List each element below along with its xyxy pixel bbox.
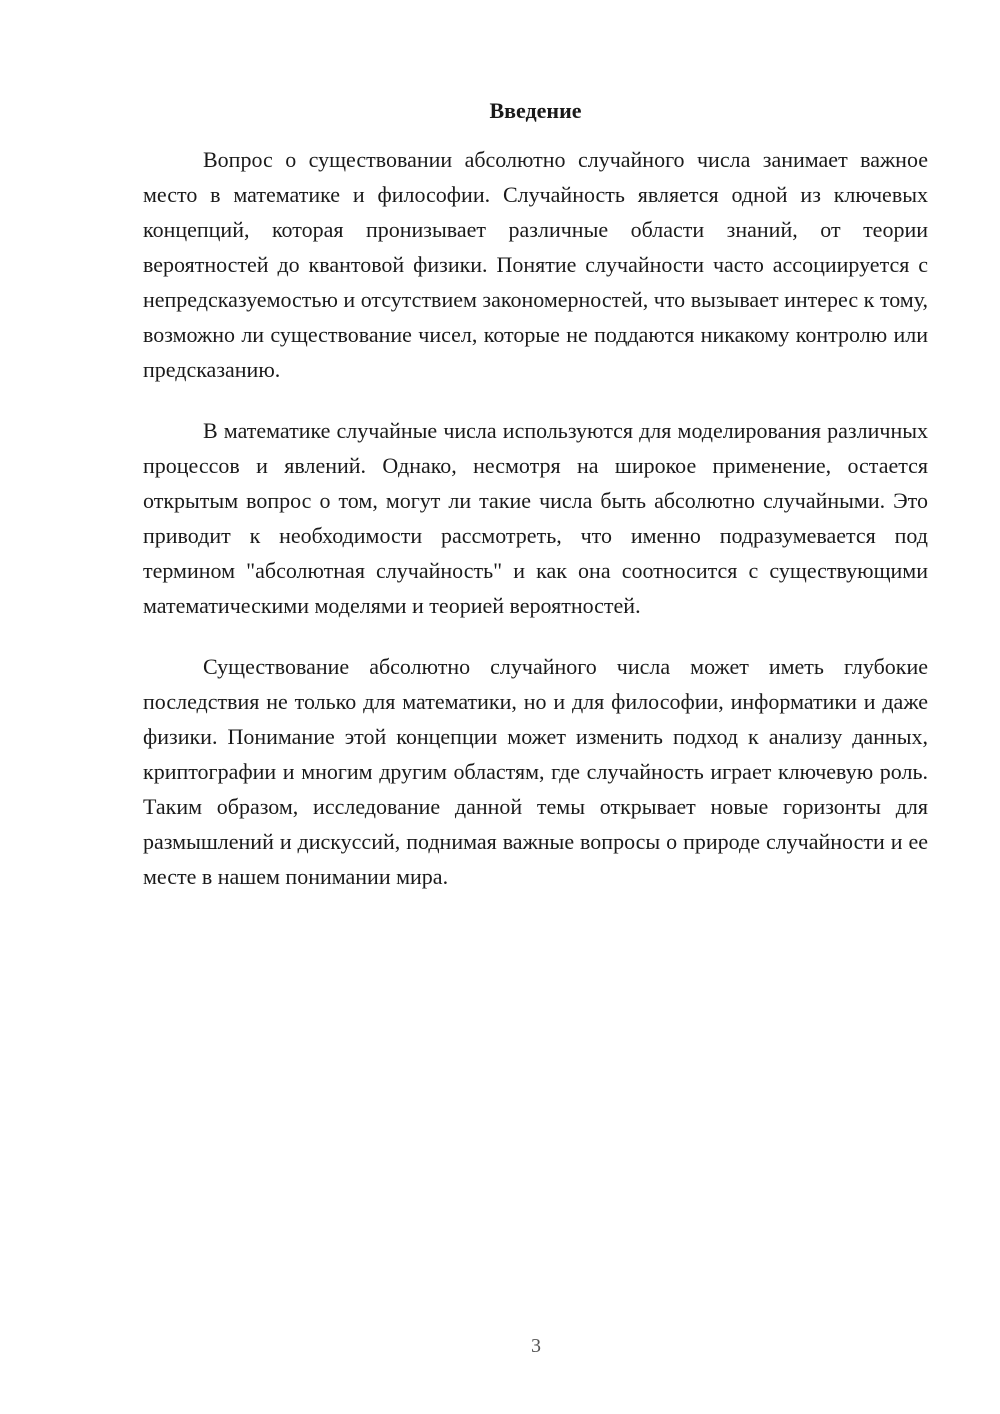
paragraph-1: Вопрос о существовании абсолютно случайного числа занимает важное место в математике и философии. Случайность является одной из ключевых концепций, которая пронизывает различные области знаний, от теории вероятностей до квантовой физики. Понятие случайности часто ассоциируется с непредсказуемостью и отсутствием закономерностей, что вызывает интерес к тому, возможно ли существование чисел, которые не поддаются никакому контролю или предсказанию. xyxy=(143,147,928,382)
section-heading: Введение xyxy=(489,98,582,123)
body-text xyxy=(143,142,928,920)
paragraph-3: Существование абсолютно случайного числа может иметь глубокие последствия не только для математики, но и для философии, информатики и даже физики. Понимание этой концепции может изменить подход к анализу данных, криптографии и многим другим областям, где случайность играет ключевую роль. Таким образом, исследование данной темы открывает новые горизонты для размышлений и дискуссий, поднимая важные вопросы о природе случайности и ее месте в нашем понимании мира. xyxy=(143,654,928,889)
page-number: 3 xyxy=(531,1335,541,1357)
paragraph-2: В математике случайные числа используются для моделирования различных процессов и явлений. Однако, несмотря на широкое применение, остается открытым вопрос о том, могут ли такие числа быть абсолютно случайными. Это приводит к необходимости рассмотреть, что именно подразумевается под термином "абсолютная случайность" и как она соотносится с существующими математическими моделями и теорией вероятностей. xyxy=(143,418,928,618)
